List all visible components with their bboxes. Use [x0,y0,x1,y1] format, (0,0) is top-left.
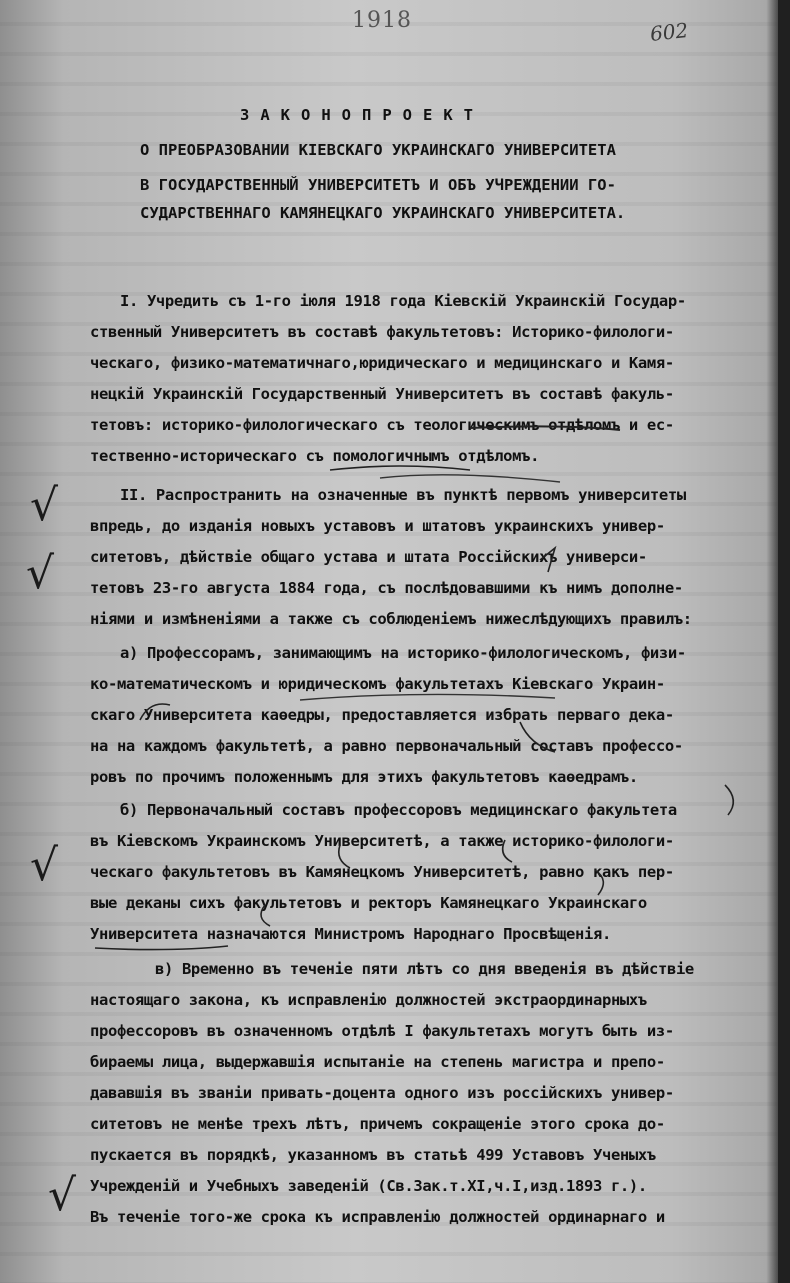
body-line: II. Распространить на означенные въ пунктѣ первомъ университеты [120,486,686,504]
body-line: I. Учредить съ 1-го іюля 1918 года Кіевскій Украинскій Государ- [120,292,686,310]
body-line: дававшія въ званіи привать-доцента одного изъ россійскихъ универ- [90,1084,674,1102]
check-mark-icon: √ [30,480,59,531]
check-mark-icon: √ [30,840,59,891]
body-line: скаго Университета каѳедры, предоставляется избрать перваго дека- [90,706,674,724]
body-line: настоящаго закона, къ исправленію должностей экстраординарныхъ [90,991,647,1009]
body-line: вые деканы сихъ факультетовъ и ректоръ Камянецкаго Украинскаго [90,894,647,912]
title-line-3: СУДАРСТВЕННАГО КАМЯНЕЦКАГО УКРАИНСКАГО УНИВЕРСИТЕТА. [140,204,626,222]
body-line: а) Профессорамъ, занимающимъ на историко-филологическомъ, физи- [120,644,686,662]
body-line: ситетовъ не менѣе трехъ лѣтъ, причемъ сокращеніе этого срока до- [90,1115,665,1133]
body-line: б) Первоначальный составъ профессоровъ медицинскаго факультета [120,801,677,819]
body-line: Въ теченіе того-же срока къ исправленію должностей ординарнаго и [90,1208,665,1226]
body-line: ственный Университетъ въ составѣ факультетовъ: Историко-филологи- [90,323,674,341]
page-edge-shadow [778,0,790,1283]
body-line: тественно-историческаго съ помологичнымъ отдѣломъ. [90,447,540,465]
body-line: Учрежденій и Учебныхъ заведеній (Св.Зак.т.XI,ч.I,изд.1893 г.). [90,1177,647,1195]
body-line: ко-математическомъ и юридическомъ факультетахъ Кіевскаго Украин- [90,675,665,693]
archive-mark: 1918 [352,8,412,33]
body-line: профессоровъ въ означенномъ отдѣлѣ I факультетахъ могутъ быть из- [90,1022,674,1040]
body-line: на на каждомъ факультетѣ, а равно первоначальный составъ профессо- [90,737,683,755]
body-line: ровъ по прочимъ положеннымъ для этихъ факультетовъ каѳедрамъ. [90,768,638,786]
body-line: бираемы лица, выдержавшія испытаніе на степень магистра и препо- [90,1053,665,1071]
folio-number: 602 [648,18,690,46]
body-line: ніями и измѣненіями а также съ соблюденіемъ нижеслѣдующихъ правилъ: [90,610,692,628]
body-line: тетовъ 23-го августа 1884 года, съ послѣдовавшими къ нимъ дополне- [90,579,683,597]
check-mark-icon: √ [26,548,55,599]
body-line: Университета назначаются Министромъ Народнаго Просвѣщенія. [90,925,611,943]
body-line: въ Кіевскомъ Украинскомъ Университетѣ, а также историко-филологи- [90,832,674,850]
document-title: ЗАКОНОПРОЕКТ [240,106,484,124]
title-line-1: О ПРЕОБРАЗОВАНИИ КІЕВСКАГО УКРАИНСКАГО УНИВЕРСИТЕТА [140,141,616,159]
body-line: ситетовъ, дѣйствіе общаго устава и штата Россійскихъ универси- [90,548,647,566]
body-line: пускается въ порядкѣ, указанномъ въ статьѣ 499 Уставовъ Ученыхъ [90,1146,656,1164]
body-line: нецкій Украинскій Государственный Университетъ въ составѣ факуль- [90,385,674,403]
body-line: впредь, до изданія новыхъ уставовъ и штатовъ украинскихъ универ- [90,517,665,535]
title-line-2: В ГОСУДАРСТВЕННЫЙ УНИВЕРСИТЕТЪ И ОБЪ УЧРЕЖДЕНИИ ГО- [140,176,616,194]
body-line: в) Временно въ теченіе пяти лѣтъ со дня введенія въ дѣйствіе [155,960,694,978]
body-line: ческаго, физико-математичнаго,юридическаго и медицинскаго и Камя- [90,354,674,372]
body-line: тетовъ: историко-филологическаго съ теологическимъ отдѣломъ и ес- [90,416,674,434]
check-mark-icon: √ [48,1170,77,1221]
body-line: ческаго факультетовъ въ Камянецкомъ Университетѣ, равно какъ пер- [90,863,674,881]
